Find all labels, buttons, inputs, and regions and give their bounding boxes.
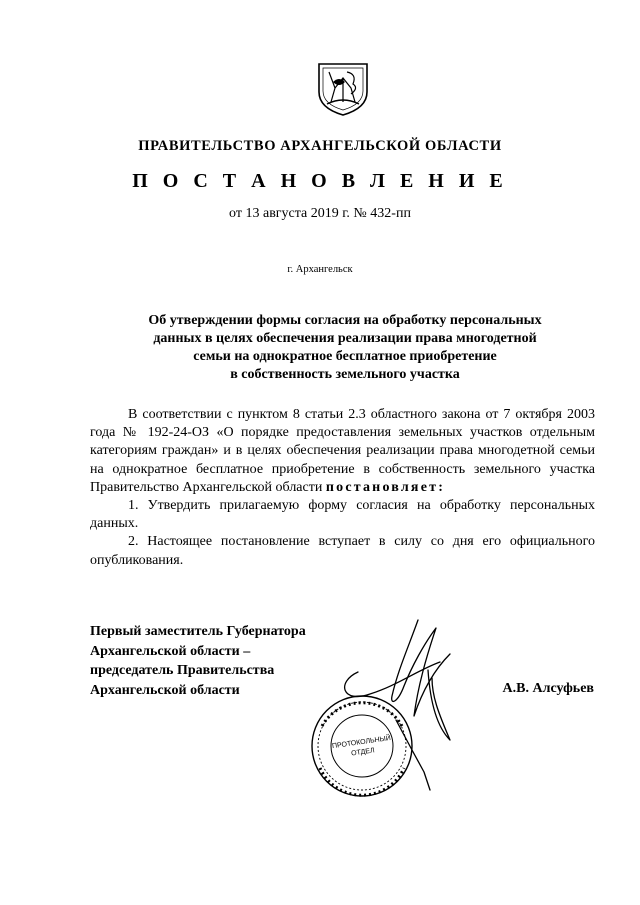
issuing-authority: ПРАВИТЕЛЬСТВО АРХАНГЕЛЬСКОЙ ОБЛАСТИ bbox=[138, 138, 502, 154]
preamble-text: В соответствии с пунктом 8 статьи 2.3 областного закона от 7 октября 2003 года № 192-24-ОЗ «О порядке предоставления земельных участков отдельным категориям граждан» и в целях обеспечения реализации права многодетной семьи на однократное бесплатное приобретение в собственность земельного участка Правительство Архангельской области bbox=[90, 407, 595, 495]
position-line: Первый заместитель Губернатора bbox=[90, 624, 306, 639]
title-line: данных в целях обеспечения реализации права многодетной bbox=[153, 331, 537, 346]
decree-item: 1. Утвердить прилагаемую форму согласия на обработку персональных данных. bbox=[90, 498, 595, 532]
position-line: председатель Правительства bbox=[90, 663, 275, 678]
city: г. Архангельск bbox=[287, 264, 353, 275]
title-line: семьи на однократное бесплатное приобретение bbox=[193, 349, 497, 364]
signatory-name: А.В. Алсуфьев bbox=[502, 681, 594, 696]
stamp-and-signature bbox=[300, 600, 490, 820]
document-title bbox=[90, 312, 600, 384]
handwritten-signature bbox=[345, 620, 450, 790]
stamp-line: ПРОТОКОЛЬНЫЙ bbox=[331, 734, 392, 751]
document-type: П О С Т А Н О В Л Е Н И Е bbox=[132, 170, 508, 192]
document-body bbox=[90, 406, 595, 570]
preamble-paragraph bbox=[90, 406, 595, 497]
title-line: Об утверждении формы согласия на обработку персональных bbox=[148, 313, 542, 328]
coat-of-arms-icon bbox=[313, 58, 373, 118]
decree-item: 2. Настоящее постановление вступает в силу со дня его официального опубликования. bbox=[90, 534, 595, 568]
position-line: Архангельской области bbox=[90, 682, 240, 698]
decree-word: постановляет: bbox=[325, 479, 446, 495]
title-line: в собственность земельного участка bbox=[230, 367, 460, 382]
stamp-line: ОТДЕЛ bbox=[350, 747, 376, 758]
signatory-position bbox=[90, 622, 306, 700]
official-stamp bbox=[312, 696, 412, 796]
date-and-number: от 13 августа 2019 г. № 432-пп bbox=[229, 206, 411, 221]
position-line: Архангельской области – bbox=[90, 643, 251, 659]
